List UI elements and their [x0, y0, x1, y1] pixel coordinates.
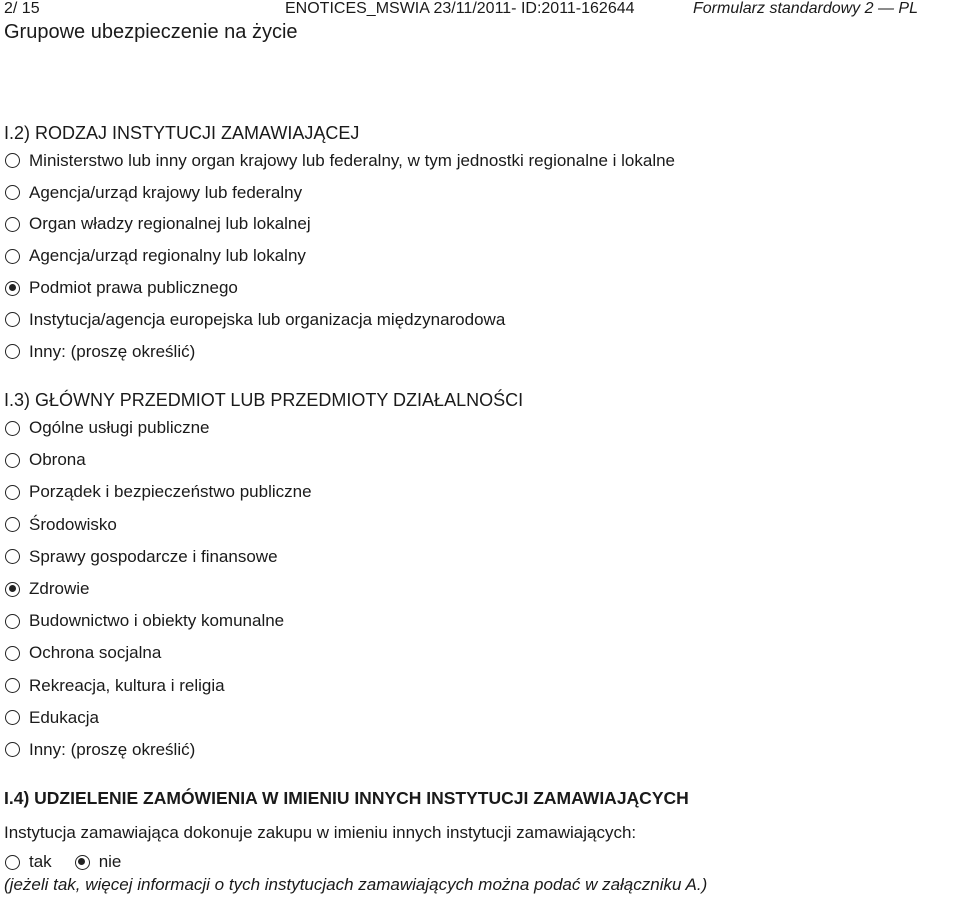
section-joint-procurement — [4, 786, 960, 897]
option-label: Agencja/urząd regionalny lub lokalny — [29, 246, 306, 266]
radio-button[interactable] — [5, 485, 20, 500]
institution-type-options — [4, 145, 960, 368]
radio-button[interactable] — [5, 344, 20, 359]
option-label: Inny: (proszę określić) — [29, 739, 196, 759]
radio-button[interactable] — [5, 453, 20, 468]
choice-label: nie — [98, 852, 122, 871]
option-label: Edukacja — [29, 707, 99, 727]
section-title: I.4) UDZIELENIE ZAMÓWIENIA W IMIENIU INNYCH INSTYTUCJI ZAMAWIAJĄCYCH — [4, 788, 689, 808]
option-label: Podmiot prawa publicznego — [29, 278, 238, 298]
document-title: Grupowe ubezpieczenie na życie — [4, 21, 298, 43]
form-name: Formularz standardowy 2 — PL — [693, 0, 918, 17]
radio-option[interactable] — [4, 177, 960, 209]
option-label: Porządek i bezpieczeństwo publiczne — [29, 482, 312, 502]
radio-button[interactable] — [5, 582, 20, 597]
joint-procurement-note: (jeżeli tak, więcej informacji o tych instytucjach zamawiających można podać w załączniku A.) — [4, 875, 708, 894]
radio-button[interactable] — [5, 678, 20, 693]
choice-label: tak — [29, 852, 52, 871]
option-label: Ministerstwo lub inny organ krajowy lub federalny, w tym jednostki regionalne i lokalne — [29, 150, 675, 170]
choice-yes[interactable] — [4, 852, 52, 872]
radio-option[interactable] — [4, 412, 960, 444]
option-label: Budownictwo i obiekty komunalne — [29, 611, 285, 631]
radio-option[interactable] — [4, 670, 960, 702]
page-number: 2/ 15 — [4, 0, 40, 17]
radio-button[interactable] — [5, 855, 20, 870]
radio-option[interactable] — [4, 145, 960, 177]
option-label: Zdrowie — [29, 579, 90, 599]
radio-option[interactable] — [4, 509, 960, 541]
radio-option[interactable] — [4, 444, 960, 476]
joint-procurement-question: Instytucja zamawiająca dokonuje zakupu w imieniu innych instytucji zamawiających: — [4, 823, 637, 842]
option-label: Rekreacja, kultura i religia — [29, 675, 225, 695]
radio-button[interactable] — [5, 742, 20, 757]
option-label: Organ władzy regionalnej lub lokalnej — [29, 214, 311, 234]
section-title: I.3) GŁÓWNY PRZEDMIOT LUB PRZEDMIOTY DZIAŁALNOŚCI — [4, 390, 524, 410]
radio-option[interactable] — [4, 734, 960, 766]
radio-option[interactable] — [4, 637, 960, 669]
radio-button[interactable] — [5, 249, 20, 264]
option-label: Inny: (proszę określić) — [29, 341, 196, 361]
section-main-activity — [4, 388, 960, 766]
radio-button[interactable] — [5, 312, 20, 327]
option-label: Środowisko — [29, 514, 117, 534]
radio-button[interactable] — [5, 281, 20, 296]
radio-option[interactable] — [4, 272, 960, 304]
option-label: Ogólne usługi publiczne — [29, 418, 210, 438]
radio-button[interactable] — [5, 517, 20, 532]
radio-option[interactable] — [4, 605, 960, 637]
section-title: I.2) RODZAJ INSTYTUCJI ZAMAWIAJĄCEJ — [4, 123, 360, 143]
page-header — [0, 0, 960, 44]
radio-button[interactable] — [75, 855, 90, 870]
radio-option[interactable] — [4, 240, 960, 272]
radio-button[interactable] — [5, 710, 20, 725]
radio-button[interactable] — [5, 153, 20, 168]
radio-button[interactable] — [5, 614, 20, 629]
option-label: Agencja/urząd krajowy lub federalny — [29, 182, 303, 202]
radio-button[interactable] — [5, 185, 20, 200]
radio-button[interactable] — [5, 217, 20, 232]
radio-option[interactable] — [4, 573, 960, 605]
option-label: Ochrona socjalna — [29, 643, 162, 663]
radio-button[interactable] — [5, 549, 20, 564]
radio-button[interactable] — [5, 646, 20, 661]
choice-no[interactable] — [74, 852, 122, 872]
radio-option[interactable] — [4, 702, 960, 734]
option-label: Instytucja/agencja europejska lub organizacja międzynarodowa — [29, 309, 506, 329]
option-label: Obrona — [29, 450, 86, 470]
radio-button[interactable] — [5, 421, 20, 436]
radio-option[interactable] — [4, 541, 960, 573]
section-institution-type — [4, 121, 960, 368]
notice-id: ENOTICES_MSWIA 23/11/2011- ID:2011-162644 — [285, 0, 635, 17]
main-activity-options — [4, 412, 960, 766]
radio-option[interactable] — [4, 209, 960, 241]
radio-option[interactable] — [4, 476, 960, 508]
radio-option[interactable] — [4, 336, 960, 368]
radio-option[interactable] — [4, 304, 960, 336]
option-label: Sprawy gospodarcze i finansowe — [29, 546, 278, 566]
